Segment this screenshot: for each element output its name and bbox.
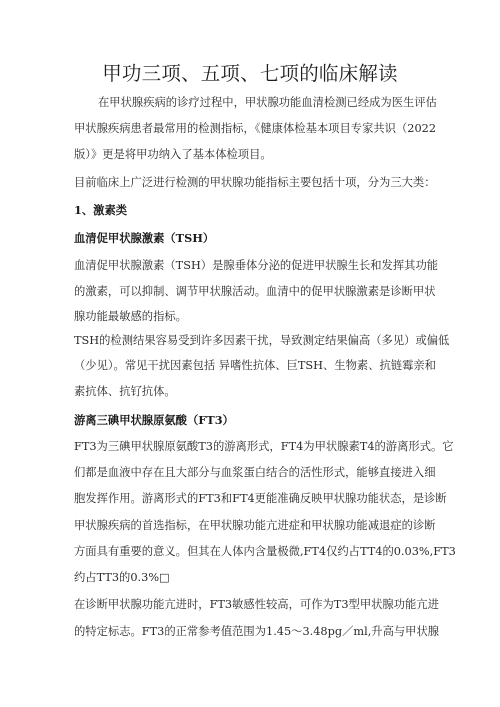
paragraph-line: 血清促甲状腺激素（TSH）是腺垂体分泌的促进甲状腺生长和发挥其功能 — [74, 259, 439, 272]
paragraph-line: TSH的检测结果容易受到许多因素干扰，导致测定结果偏高（多见）或偏低 — [74, 334, 450, 347]
paragraph-line: 甲状腺疾病患者最常用的检测指标，《健康体检基本项目专家共识（2022 — [74, 122, 437, 135]
paragraph-line: 们都是血液中存在且大部分与血浆蛋白结合的活性形式，能够直接进入细 — [74, 466, 436, 479]
subsection-heading: 游离三碘甲状腺原氨酸（FT3） — [74, 413, 234, 427]
paragraph-line: FT3为三碘甲状腺原氨酸T3的游离形式，FT4为甲状腺素T4的游离形式。它 — [74, 440, 454, 453]
section-heading: 1、激素类 — [74, 203, 128, 217]
paragraph-line: 的激素，可以抑制、调节甲状腺活动。血清中的促甲状腺激素是诊断甲状 — [74, 285, 436, 298]
subsection-heading: 血清促甲状腺激素（TSH） — [74, 231, 215, 245]
paragraph-line: （少见）。常见干扰因素包括 异嗜性抗体、巨TSH、生物素、抗链霉亲和 — [74, 359, 436, 372]
paragraph-line: 在诊断甲状腺功能亢进时，FT3敏感性较高，可作为T3型甲状腺功能亢进 — [74, 598, 439, 611]
paragraph-line: 腺功能最敏感的指标。 — [74, 310, 187, 323]
paragraph-line: 素抗体、抗钌抗体。 — [74, 385, 176, 398]
document-title: 甲功三项、五项、七项的临床解读 — [102, 62, 398, 85]
paragraph-line: 目前临床上广泛进行检测的甲状腺功能指标主要包括十项，分为三大类： — [74, 176, 436, 189]
paragraph-line: 的特定标志。FT3的正常参考值范围为1.45～3.48pg／ml,升高与甲状腺 — [74, 625, 440, 638]
paragraph-line: 约占TT3的0.3%□ — [74, 571, 170, 584]
paragraph-line: 在甲状腺疾病的诊疗过程中，甲状腺功能血清检测已经成为医生评估 — [98, 96, 437, 109]
paragraph-line: 甲状腺疾病的首选指标，在甲状腺功能亢进症和甲状腺功能减退症的诊断 — [74, 519, 436, 532]
paragraph-line: 方面具有重要的意义。但其在人体内含量极微,FT4仅约占TT4的0.03%,FT3 — [74, 545, 456, 558]
paragraph-line: 版）》更是将甲功纳入了基本体检项目。 — [74, 148, 272, 161]
paragraph-line: 胞发挥作用。游离形式的FT3和FT4更能准确反映甲状腺功能状态，是诊断 — [74, 492, 447, 505]
